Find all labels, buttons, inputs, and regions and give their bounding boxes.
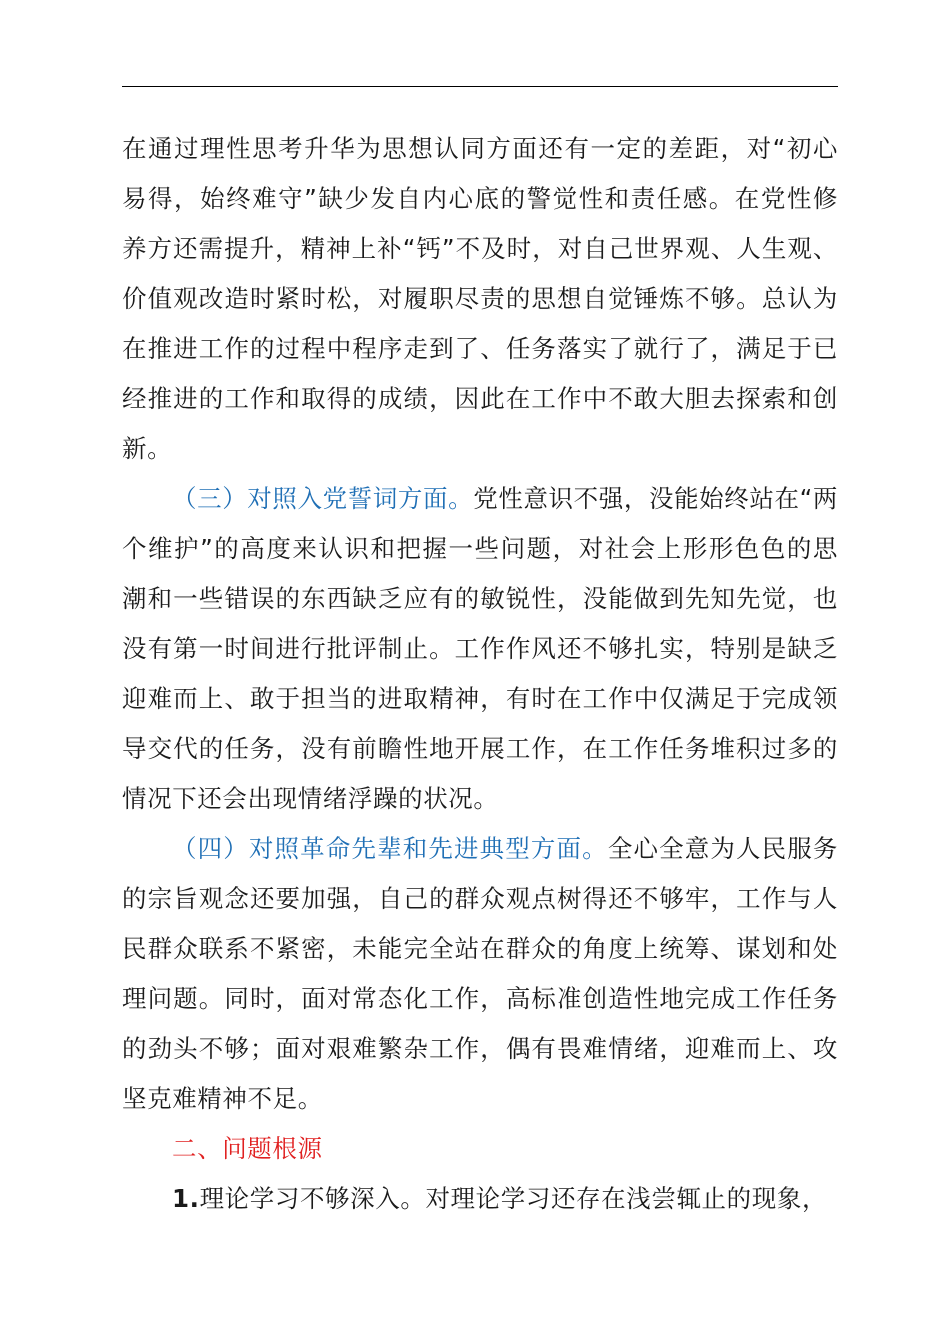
paragraph-3	[122, 824, 838, 1124]
paragraph-1: 在通过理性思考升华为思想认同方面还有一定的差距，对“初心易得，始终难守”缺少发自内心底的警觉性和责任感。在党性修养方还需提升，精神上补“钙”不及时，对自己世界观、人生观、价值观改造时紧时松，对履职尽责的思想自觉锤炼不够。总认为在推进工作的过程中程序走到了、任务落实了就行了，满足于已经推进的工作和取得的成绩，因此在工作中不敢大胆去探索和创新。	[122, 134, 838, 463]
header-rule	[122, 86, 838, 87]
paragraph-3-heading: （四）对照革命先辈和先进典型方面。	[172, 834, 608, 863]
paragraph-2	[122, 474, 838, 824]
paragraph-2-body: 党性意识不强，没能始终站在“两个维护”的高度来认识和把握一些问题，对社会上形形色色的思潮和一些错误的东西缺乏应有的敏锐性，没能做到先知先觉，也没有第一时间进行批评制止。工作作风还不够扎实，特别是缺乏迎难而上、敢于担当的进取精神，有时在工作中仅满足于完成领导交代的任务，没有前瞻性地开展工作，在工作任务堆积过多的情况下还会出现情绪浮躁的状况。	[122, 484, 838, 813]
paragraph-4	[122, 1174, 838, 1224]
paragraph-4-number: 1.	[172, 1184, 200, 1213]
paragraph-2-heading: （三）对照入党誓词方面。	[172, 484, 474, 513]
paragraph-3-body: 全心全意为人民服务的宗旨观念还要加强，自己的群众观点树得还不够牢，工作与人民群众联系不紧密，未能完全站在群众的角度上统筹、谋划和处理问题。同时，面对常态化工作，高标准创造性地完成工作任务的劲头不够；面对艰难繁杂工作，偶有畏难情绪，迎难而上、攻坚克难精神不足。	[122, 834, 838, 1113]
section-heading: 二、问题根源	[172, 1134, 323, 1163]
paragraph-4-body: 理论学习不够深入。对理论学习还存在浅尝辄止的现象，	[199, 1184, 828, 1213]
document-body	[122, 124, 838, 1224]
